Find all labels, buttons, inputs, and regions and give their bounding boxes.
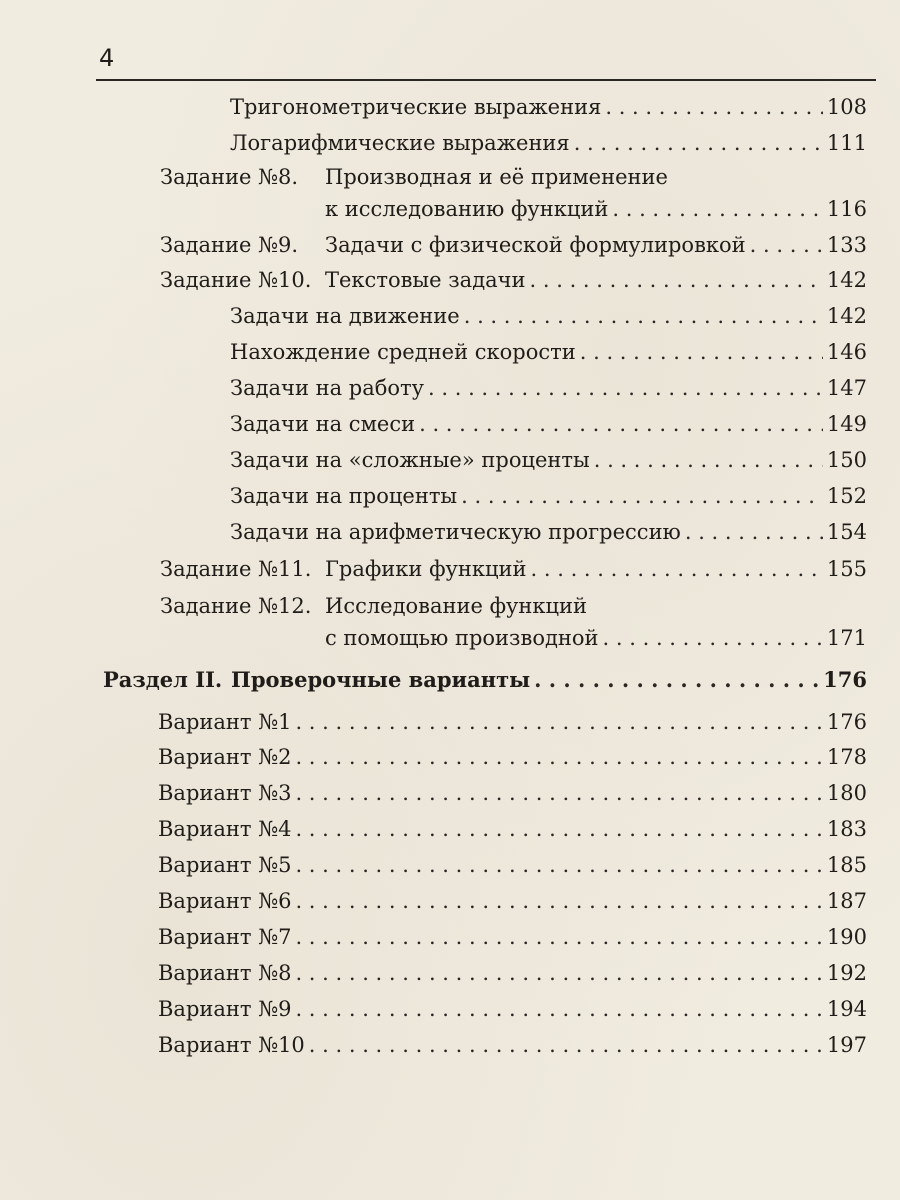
toc-entry-page: 192 <box>826 961 867 985</box>
toc-entry-page: 178 <box>826 745 867 769</box>
toc-entry-title-line1: Производная и её применение <box>325 165 668 189</box>
toc-entry-page: 142 <box>826 268 867 292</box>
dot-leader <box>612 192 823 226</box>
dot-leader <box>295 884 822 918</box>
dot-leader <box>419 407 823 441</box>
toc-entry-page: 146 <box>826 340 867 364</box>
page-number: 4 <box>99 44 115 72</box>
toc-entry-title: Текстовые задачи <box>325 268 526 292</box>
toc-entry <box>158 812 867 846</box>
toc-entry <box>158 992 867 1026</box>
toc-entry-page: 149 <box>826 412 867 436</box>
toc-entry-page: 116 <box>826 197 867 221</box>
toc-entry <box>158 884 867 918</box>
toc-entry <box>160 552 867 586</box>
toc-entry-title: Тригонометрические выражения <box>230 95 602 119</box>
dot-leader <box>295 776 822 810</box>
toc-entry-number: Задание №8. <box>160 165 299 189</box>
toc-entry <box>230 443 867 477</box>
toc-entry-page: 152 <box>826 484 867 508</box>
toc-entry-page: 183 <box>826 817 867 841</box>
toc-entry-page: 176 <box>826 710 867 734</box>
toc-entry <box>230 407 867 441</box>
toc-entry-page: 147 <box>826 376 867 400</box>
dot-leader <box>603 621 823 655</box>
toc-entry-title: Вариант №7 <box>158 925 292 949</box>
toc-entry-title: Вариант №3 <box>158 781 292 805</box>
toc-entry-page: 150 <box>826 448 867 472</box>
toc-entry-page: 154 <box>826 520 867 544</box>
dot-leader <box>534 663 819 697</box>
toc-entry-page: 133 <box>826 233 867 257</box>
dot-leader <box>685 515 823 549</box>
toc-entry-title: Задачи с физической формулировкой <box>325 233 746 257</box>
toc-entry-title: к исследованию функций <box>325 197 609 221</box>
toc-entry-title: Вариант №5 <box>158 853 292 877</box>
toc-entry <box>158 1028 867 1062</box>
dot-leader <box>428 371 823 405</box>
toc-entry-page: 180 <box>826 781 867 805</box>
toc-entry-page: 190 <box>826 925 867 949</box>
dot-leader <box>295 956 822 990</box>
toc-entry-title: Вариант №1 <box>158 710 292 734</box>
toc-entry-page: 171 <box>826 626 867 650</box>
toc-entry-title: с помощью производной <box>325 626 599 650</box>
dot-leader <box>580 335 823 369</box>
toc-entry-first-line <box>160 160 668 194</box>
toc-entry <box>230 299 867 333</box>
toc-entry <box>158 705 867 739</box>
toc-entry-title: Логарифмические выражения <box>230 131 570 155</box>
toc-entry-title: Задачи на смеси <box>230 412 416 436</box>
toc-entry <box>160 263 867 297</box>
dot-leader <box>295 740 822 774</box>
toc-entry-title: Вариант №10 <box>158 1033 305 1057</box>
toc-entry-page: 197 <box>826 1033 867 1057</box>
toc-entry <box>230 126 867 160</box>
toc-entry-number: Задание №12. <box>160 594 312 618</box>
dot-leader <box>574 126 823 160</box>
toc-entry <box>230 515 867 549</box>
dot-leader <box>309 1028 823 1062</box>
toc-entry-title: Задачи на движение <box>230 304 460 328</box>
toc-entry-page: 176 <box>823 667 867 692</box>
toc-entry-page: 142 <box>826 304 867 328</box>
dot-leader <box>295 848 822 882</box>
toc-entry <box>325 192 867 226</box>
dot-leader <box>295 812 822 846</box>
toc-entry <box>158 740 867 774</box>
toc-entry-page: 185 <box>826 853 867 877</box>
toc-entry <box>158 956 867 990</box>
toc-entry <box>160 228 867 262</box>
toc-entry-page: 155 <box>826 557 867 581</box>
toc-entry-number: Задание №10. <box>160 268 312 292</box>
toc-entry-title: Вариант №4 <box>158 817 292 841</box>
dot-leader <box>295 920 822 954</box>
toc-entry-title-line1: Исследование функций <box>325 594 588 618</box>
toc-entry-title: Вариант №2 <box>158 745 292 769</box>
toc-entry-page: 111 <box>826 131 867 155</box>
toc-entry-title: Задачи на «сложные» проценты <box>230 448 590 472</box>
dot-leader <box>531 552 823 586</box>
toc-entry <box>158 848 867 882</box>
toc-entry-title: Вариант №6 <box>158 889 292 913</box>
toc-entry <box>230 479 867 513</box>
toc-entry-title: Проверочные варианты <box>231 667 531 692</box>
toc-entry-page: 194 <box>826 997 867 1021</box>
dot-leader <box>295 992 822 1026</box>
dot-leader <box>464 299 823 333</box>
dot-leader <box>605 90 823 124</box>
toc-entry-title: Нахождение средней скорости <box>230 340 576 364</box>
toc-entry <box>230 335 867 369</box>
toc-section-entry <box>103 663 867 697</box>
toc-entry-page: 187 <box>826 889 867 913</box>
toc-entry <box>158 920 867 954</box>
dot-leader <box>461 479 823 513</box>
dot-leader <box>750 228 823 262</box>
toc-entry <box>325 621 867 655</box>
toc-entry-number: Задание №11. <box>160 557 312 581</box>
toc-entry-title: Графики функций <box>325 557 527 581</box>
toc-entry-first-line <box>160 589 587 623</box>
toc-entry-number: Задание №9. <box>160 233 299 257</box>
toc-entry <box>230 371 867 405</box>
dot-leader <box>594 443 823 477</box>
toc-entry <box>230 90 867 124</box>
dot-leader <box>295 705 822 739</box>
toc-entry-title: Задачи на арифметическую прогрессию <box>230 520 681 544</box>
dot-leader <box>530 263 823 297</box>
toc-entry-title: Вариант №8 <box>158 961 292 985</box>
toc-section-number: Раздел II. <box>103 667 223 692</box>
toc-entry <box>158 776 867 810</box>
toc-entry-title: Вариант №9 <box>158 997 292 1021</box>
toc-entry-page: 108 <box>826 95 867 119</box>
toc-entry-title: Задачи на проценты <box>230 484 458 508</box>
toc-entry-title: Задачи на работу <box>230 376 425 400</box>
